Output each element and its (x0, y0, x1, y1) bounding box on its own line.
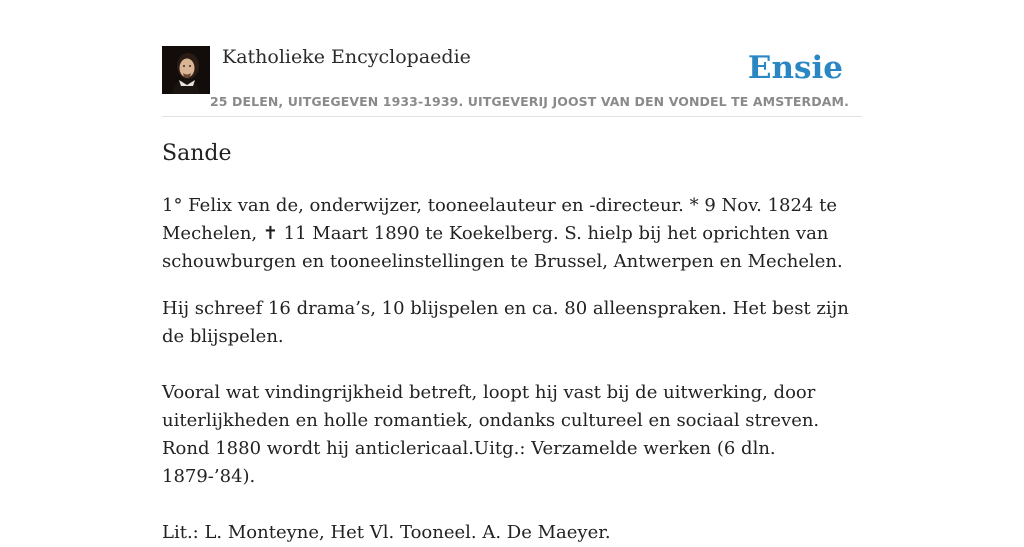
portrait-avatar-icon[interactable] (162, 46, 210, 94)
site-subtitle: 25 DELEN, UITGEGEVEN 1933-1939. UITGEVERIJ JOOST VAN DEN VONDEL TE AMSTERDAM. (210, 94, 849, 109)
site-title[interactable]: Katholieke Encyclopaedie (222, 46, 471, 68)
article-paragraph: Lit.: L. Monteyne, Het Vl. Tooneel. A. De Maeyer. (162, 522, 611, 543)
article-title: Sande (162, 141, 232, 166)
article-paragraph: Vooral wat vindingrijkheid betreft, loopt hij vast bij de uitwerking, door uiterlijkheden en holle romantiek, ondanks cultureel en sociaal streven. Rond 1880 wordt hij anticlericaal.Uitg.: Verzamelde werken (6 dln. 1879-’84). (162, 382, 820, 487)
site-header (162, 44, 862, 117)
article (162, 140, 852, 547)
ensie-logo-link[interactable]: Ensie (747, 50, 843, 86)
article-paragraph: 1° Felix van de, onderwijzer, tooneelauteur en -directeur. * 9 Nov. 1824 te Mechelen, ✝ 11 Maart 1890 te Koekelberg. S. hielp bij het oprichten van schouwburgen en tooneelinstellingen te Brussel, Antwerpen en Mechelen. (162, 195, 843, 272)
article-paragraph: Hij schreef 16 drama’s, 10 blijspelen en ca. 80 alleenspraken. Het best zijn de blijspelen. (162, 298, 849, 347)
